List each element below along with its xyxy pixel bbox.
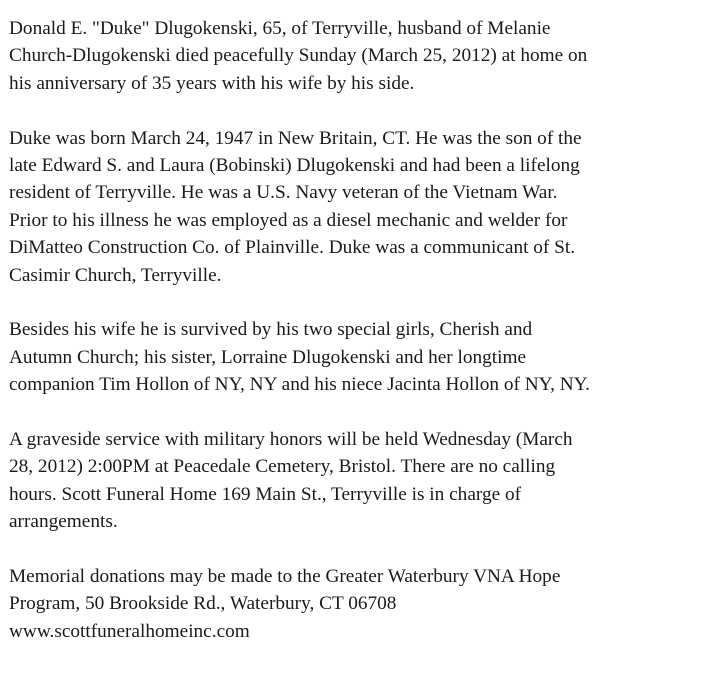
text-line: A graveside service with military honors will be held Wednesday (March xyxy=(9,429,573,451)
website-text: www.scottfuneralhomeinc.com xyxy=(9,620,250,642)
text-line: Donald E. "Duke" Dlugokenski, 65, of Terryville, husband of Melanie xyxy=(9,18,551,39)
text-line: Prior to his illness he was employed as a diesel mechanic and welder for xyxy=(9,209,568,231)
paragraph-service xyxy=(9,426,711,536)
paragraph-biography xyxy=(9,125,711,289)
paragraph-announcement xyxy=(9,15,711,97)
text-line: resident of Terryville. He was a U.S. Navy veteran of the Vietnam War. xyxy=(9,182,558,204)
text-line: Besides his wife he is survived by his two special girls, Cherish and xyxy=(9,319,533,341)
text-line: Casimir Church, Terryville. xyxy=(9,264,222,286)
text-line: arrangements. xyxy=(9,511,118,533)
text-line: 28, 2012) 2:00PM at Peacedale Cemetery, Bristol. There are no calling xyxy=(9,456,556,478)
text-line: Duke was born March 24, 1947 in New Britain, CT. He was the son of the xyxy=(9,127,582,149)
paragraph-survivors xyxy=(9,316,711,398)
text-line: his anniversary of 35 years with his wife by his side. xyxy=(9,72,415,94)
text-line: Autumn Church; his sister, Lorraine Dlugokenski and her longtime xyxy=(9,346,527,368)
paragraph-memorial xyxy=(9,563,711,645)
text-line: Program, 50 Brookside Rd., Waterbury, CT 06708 xyxy=(9,593,397,615)
text-line: DiMatteo Construction Co. of Plainville. Duke was a communicant of St. xyxy=(9,237,576,259)
text-line: late Edward S. and Laura (Bobinski) Dlugokenski and had been a lifelong xyxy=(9,155,580,177)
text-line: Memorial donations may be made to the Greater Waterbury VNA Hope xyxy=(9,566,561,588)
text-line: Church-Dlugokenski died peacefully Sunday (March 25, 2012) at home on xyxy=(9,45,588,67)
text-line: hours. Scott Funeral Home 169 Main St., Terryville is in charge of xyxy=(9,483,522,505)
text-line: companion Tim Hollon of NY, NY and his niece Jacinta Hollon of NY, NY. xyxy=(9,374,590,396)
